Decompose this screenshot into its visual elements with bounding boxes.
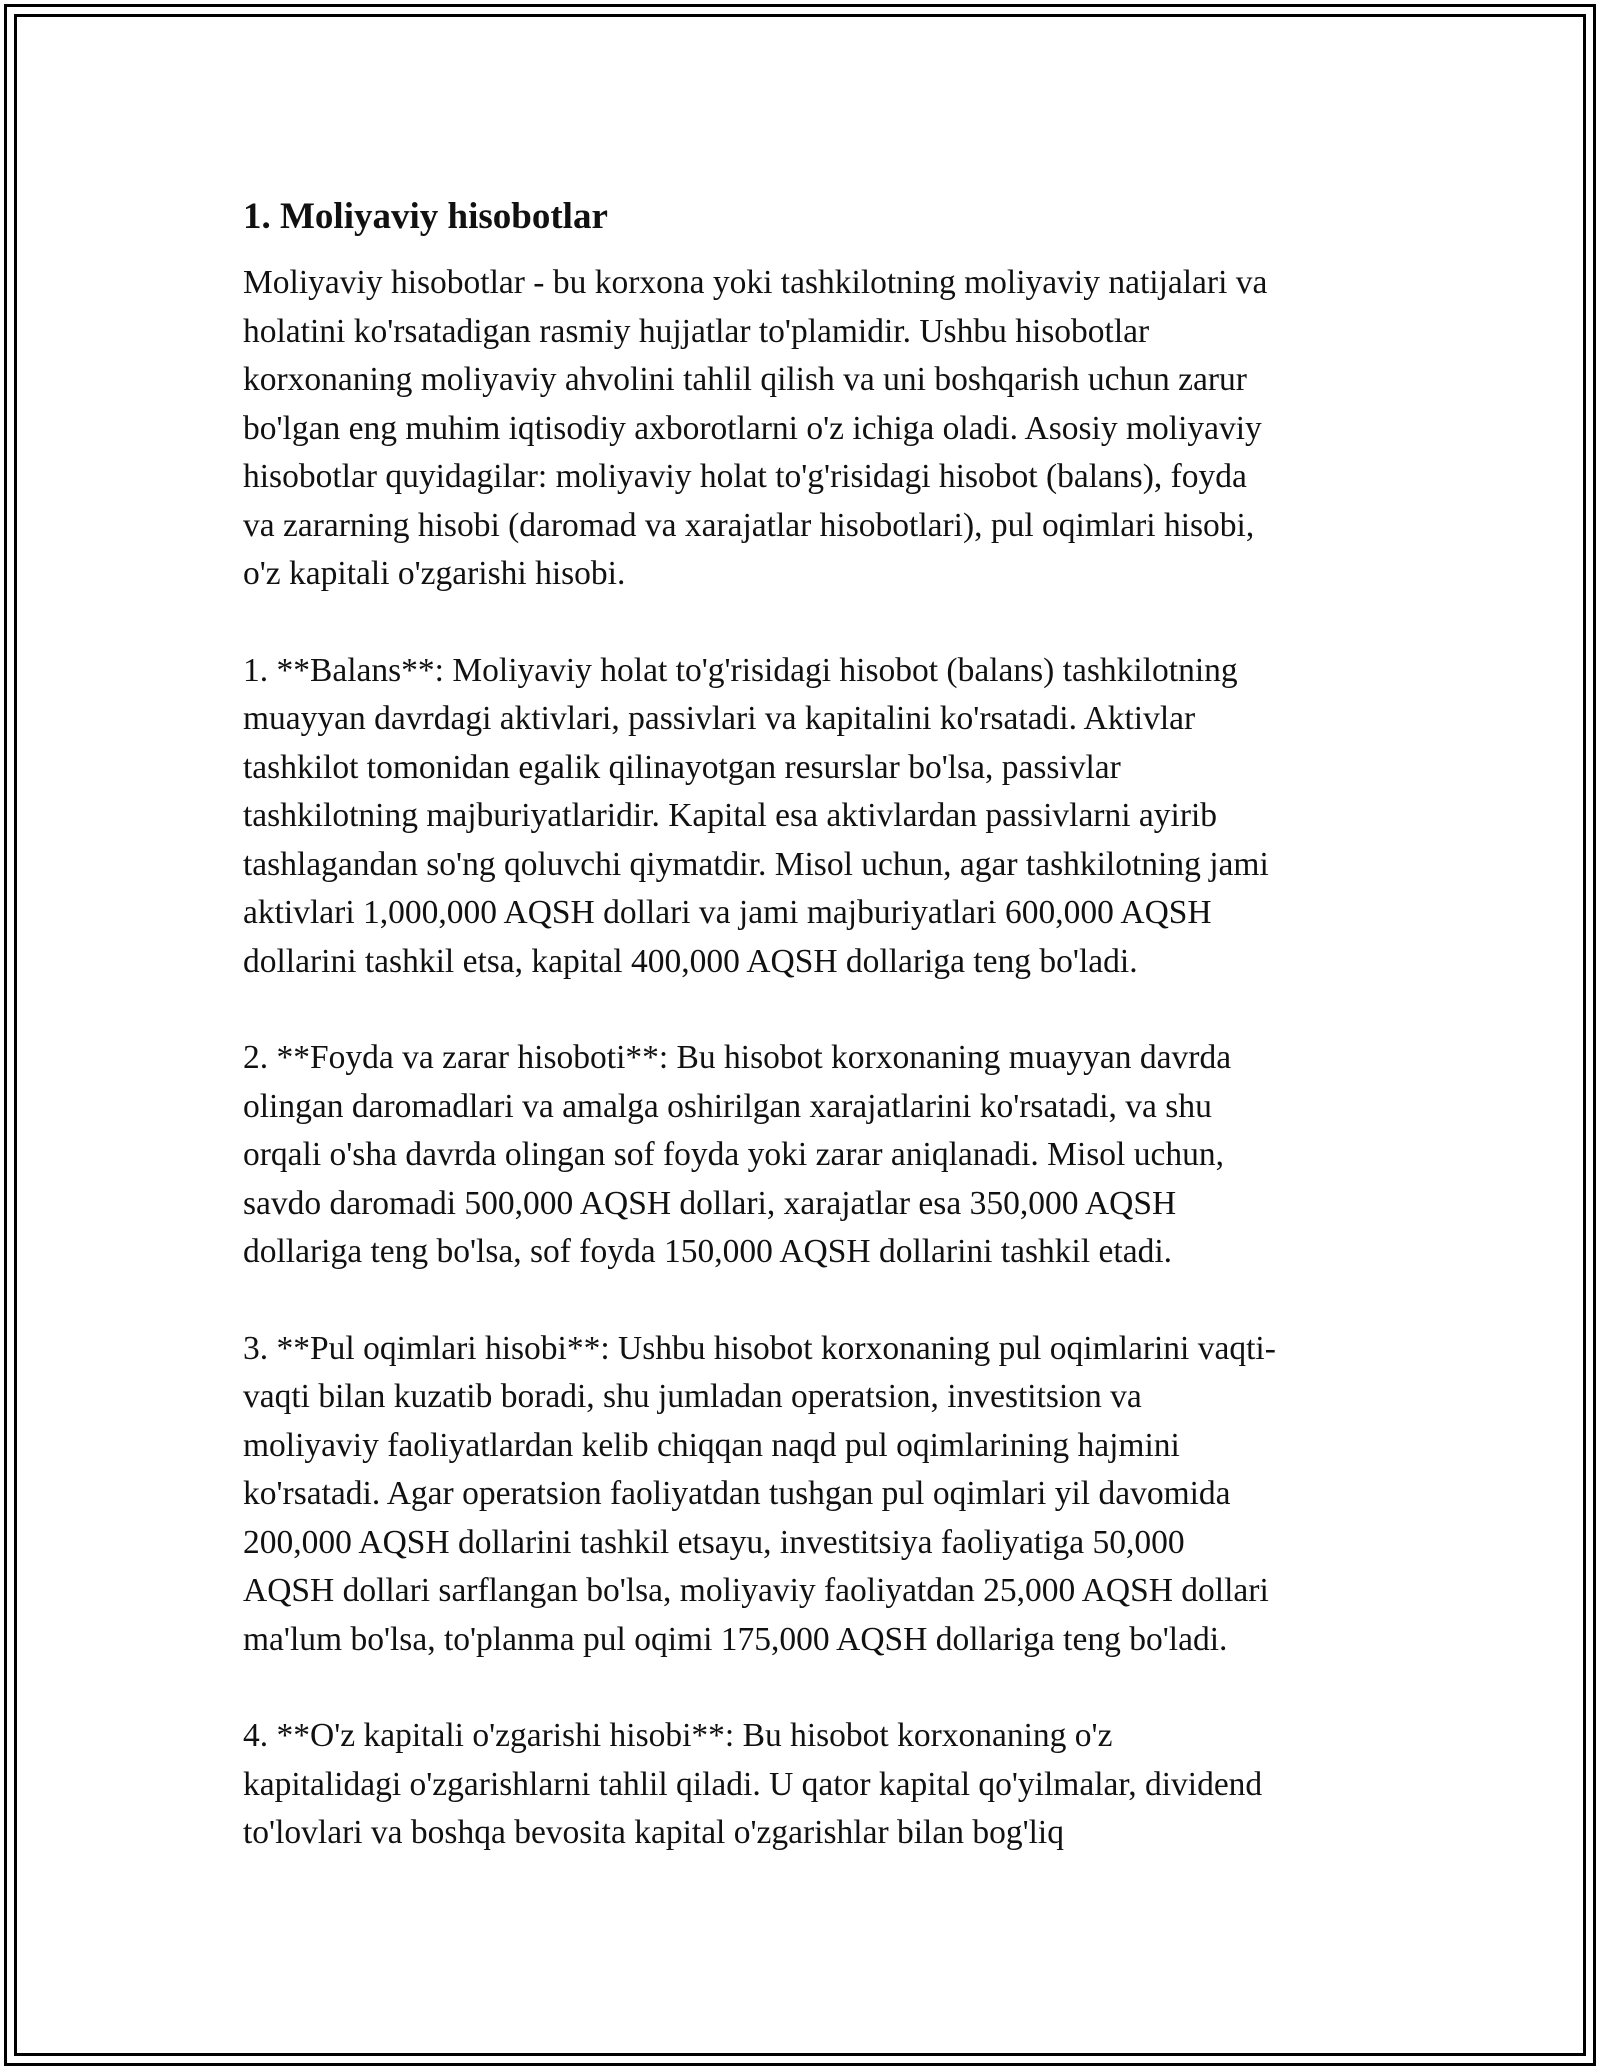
text-line: aktivlari 1,000,000 AQSH dollari va jami majburiyatlari 600,000 AQSH: [243, 894, 1212, 931]
text-line: 200,000 AQSH dollarini tashkil etsayu, investitsiya faoliyatiga 50,000: [243, 1523, 1185, 1561]
text-line: hisobotlar quyidagilar: moliyaviy holat to'g'risidagi hisobot (balans), foyda: [243, 458, 1247, 495]
text-line: holatini ko'rsatadigan rasmiy hujjatlar to'plamidir. Ushbu hisobotlar: [243, 312, 1150, 350]
text-line: 3. **Pul oqimlari hisobi**: Ushbu hisobot korxonaning pul oqimlarini vaqti-: [243, 1329, 1276, 1367]
text-line: bo'lgan eng muhim iqtisodiy axborotlarni o'z ichiga oladi. Asosiy moliyaviy: [243, 409, 1262, 447]
balance-paragraph: [243, 647, 1393, 987]
text-line: korxonaning moliyaviy ahvolini tahlil qilish va uni boshqarish uchun zarur: [243, 361, 1247, 398]
text-line: dollarini tashkil etsa, kapital 400,000 AQSH dollariga teng bo'ladi.: [243, 942, 1138, 980]
text-line: moliyaviy faoliyatlardan kelib chiqqan naqd pul oqimlarining hajmini: [243, 1426, 1180, 1464]
text-line: orqali o'sha davrda olingan sof foyda yoki zarar aniqlanadi. Misol uchun,: [243, 1136, 1224, 1173]
text-line: va zararning hisobi (daromad va xarajatlar hisobotlari), pul oqimlari hisobi,: [243, 506, 1255, 544]
text-line: kapitalidagi o'zgarishlarni tahlil qiladi. U qator kapital qo'yilmalar, dividend: [243, 1765, 1263, 1803]
text-line: 1. **Balans**: Moliyaviy holat to'g'risidagi hisobot (balans) tashkilotning: [243, 651, 1238, 689]
equity-change-paragraph: [243, 1712, 1393, 1858]
document-content: [243, 193, 1393, 1858]
text-line: 2. **Foyda va zarar hisoboti**: Bu hisobot korxonaning muayyan davrda: [243, 1039, 1232, 1076]
text-line: muayyan davrdagi aktivlari, passivlari va kapitalini ko'rsatadi. Aktivlar: [243, 700, 1196, 737]
intro-paragraph: [243, 259, 1393, 599]
text-line: savdo daromadi 500,000 AQSH dollari, xarajatlar esa 350,000 AQSH: [243, 1184, 1177, 1222]
text-line: 4. **O'z kapitali o'zgarishi hisobi**: Bu hisobot korxonaning o'z: [243, 1717, 1113, 1754]
text-line: vaqti bilan kuzatib boradi, shu jumladan operatsion, investitsion va: [243, 1378, 1142, 1415]
text-line: tashkilot tomonidan egalik qilinayotgan resurslar bo'lsa, passivlar: [243, 748, 1121, 786]
text-line: tashkilotning majburiyatlaridir. Kapital esa aktivlardan passivlarni ayirib: [243, 797, 1218, 834]
text-line: ma'lum bo'lsa, to'planma pul oqimi 175,000 AQSH dollariga teng bo'ladi.: [243, 1620, 1228, 1658]
text-line: AQSH dollari sarflangan bo'lsa, moliyaviy faoliyatdan 25,000 AQSH dollari: [243, 1572, 1269, 1609]
text-line: ko'rsatadi. Agar operatsion faoliyatdan tushgan pul oqimlari yil davomida: [243, 1475, 1231, 1512]
text-line: dollariga teng bo'lsa, sof foyda 150,000 AQSH dollarini tashkil etadi.: [243, 1233, 1173, 1270]
text-line: o'z kapitali o'zgarishi hisobi.: [243, 555, 626, 592]
text-line: Moliyaviy hisobotlar - bu korxona yoki tashkilotning moliyaviy natijalari va: [243, 264, 1268, 301]
text-line: olingan daromadlari va amalga oshirilgan xarajatlarini ko'rsatadi, va shu: [243, 1087, 1212, 1125]
section-heading: 1. Moliyaviy hisobotlar: [243, 196, 608, 237]
text-line: to'lovlari va boshqa bevosita kapital o'zgarishlar bilan bog'liq: [243, 1814, 1064, 1851]
cash-flow-paragraph: [243, 1325, 1393, 1665]
text-line: tashlagandan so'ng qoluvchi qiymatdir. Misol uchun, agar tashkilotning jami: [243, 845, 1269, 883]
page-frame: [4, 4, 1596, 2066]
profit-loss-paragraph: [243, 1034, 1393, 1277]
